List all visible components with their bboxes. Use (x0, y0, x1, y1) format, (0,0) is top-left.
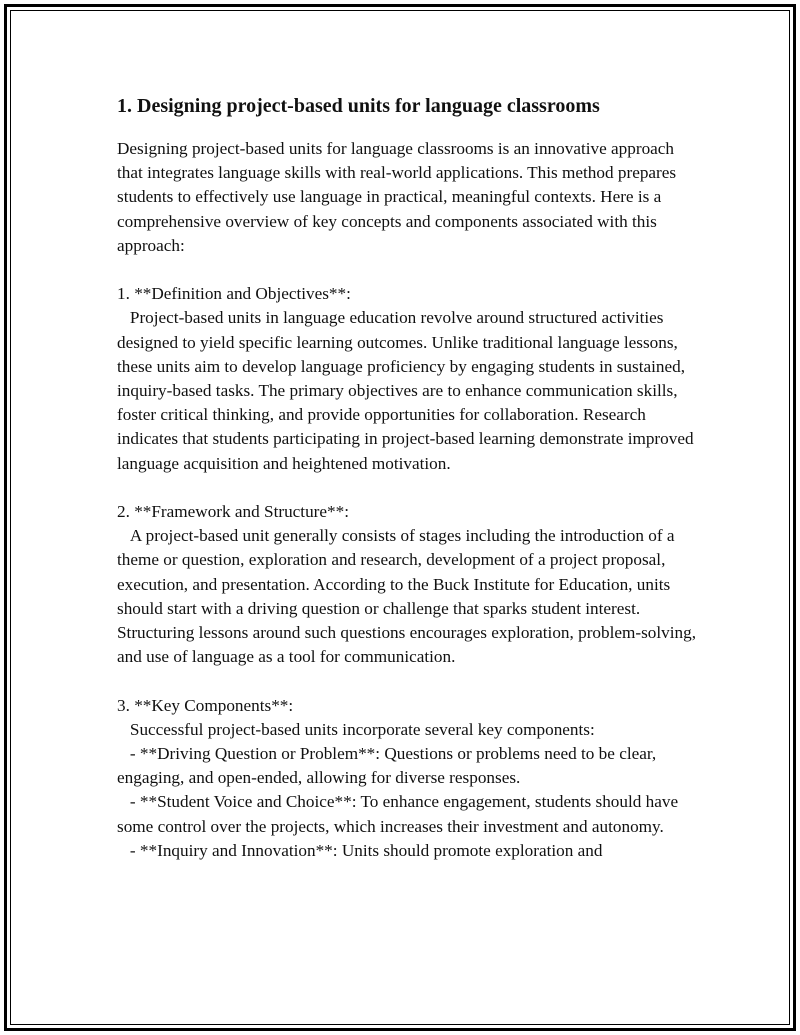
paragraph-gap (117, 258, 697, 282)
paragraph-gap (117, 476, 697, 500)
section-1-body: Project-based units in language education revolve around structured activities designed to yield specific learning outcomes. Unlike traditional language lessons, these units aim to develop language proficiency by engaging students in sustained, inquiry-based tasks. The primary objectives are to enhance communication skills, foster critical thinking, and provide opportunities for collaboration. Research indicates that students participating in project-based learning demonstrate improved language acquisition and heightened motivation. (117, 308, 698, 473)
document-heading: 1. Designing project-based units for language classrooms (117, 95, 600, 117)
paragraph-gap (117, 669, 697, 693)
intro-paragraph: Designing project-based units for language classrooms is an innovative approach that integrates language skills with real-world applications. This method prepares students to effectively use language in practical, meaningful contexts. Here is a comprehensive overview of key concepts and components associated with this approach: (117, 139, 681, 255)
section-3-item-driving-question: - **Driving Question or Problem**: Questions or problems need to be clear, engaging, and open-ended, allowing for diverse responses. (117, 744, 661, 788)
section-3-item-student-voice: - **Student Voice and Choice**: To enhance engagement, students should have some control over the projects, which increases their investment and autonomy. (117, 792, 683, 836)
section-3-title: 3. **Key Components**: (117, 695, 294, 715)
section-3-intro: Successful project-based units incorporate several key components: (117, 719, 595, 739)
section-2-title: 2. **Framework and Structure**: (117, 502, 349, 522)
section-2-body: A project-based unit generally consists of stages including the introduction of a theme or question, exploration and research, development of a project proposal, execution, and presentation. According to the Buck Institute for Education, units should start with a driving question or challenge that sparks student interest. Structuring lessons around such questions encourages exploration, problem-solving, and use of language as a tool for communication. (117, 526, 701, 667)
document-body (117, 93, 701, 863)
section-1-title: 1. **Definition and Objectives**: (117, 284, 351, 304)
section-3-item-inquiry: - **Inquiry and Innovation**: Units should promote exploration and (117, 840, 603, 860)
